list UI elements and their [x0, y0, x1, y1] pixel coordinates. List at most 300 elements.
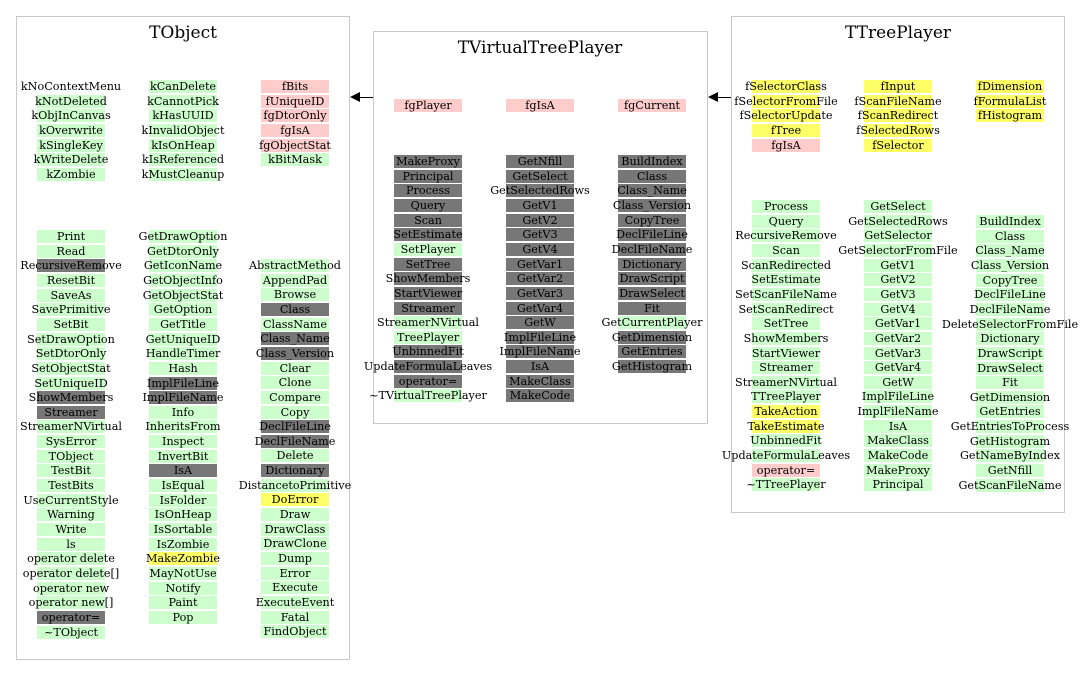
member-label: GetNameByIndex	[960, 449, 1060, 463]
member-label: InvertBit	[157, 449, 209, 463]
member-label: GetSelector	[864, 229, 932, 243]
member-label: MayNotUse	[149, 566, 217, 580]
member-dictionary	[582, 258, 722, 271]
member-label: HandleTimer	[145, 347, 221, 361]
member-label: fDimension	[977, 80, 1043, 93]
member-label: DrawScript	[977, 346, 1043, 360]
member-fbits	[225, 80, 365, 93]
member-label: fSelectorUpdate	[739, 109, 833, 123]
member-drawclone	[225, 537, 365, 550]
member-getdimension	[940, 391, 1080, 404]
member-label: GetOption	[153, 303, 213, 317]
member-label: GetEntries	[621, 345, 683, 359]
member-class-name	[940, 244, 1080, 257]
member-fgisa	[225, 124, 365, 137]
member-label: MakeCode	[509, 389, 571, 403]
member-label: ImplFileLine	[503, 330, 577, 344]
member-label: GetIconName	[143, 259, 223, 273]
member-delete	[225, 449, 365, 462]
member-label: GetV2	[522, 213, 558, 227]
member-label: GetSelectedRows	[848, 214, 948, 228]
member-kmustcleanup	[113, 168, 253, 181]
member-label: SetDtorOnly	[35, 347, 107, 361]
member-label: GetCurrentPlayer	[601, 316, 703, 330]
member-dictionary	[225, 464, 365, 477]
member-label: DeclFileName	[254, 434, 336, 448]
member-label: DoError	[271, 493, 319, 507]
member-label: Class_Version	[970, 258, 1050, 272]
member-label: fBits	[281, 80, 309, 93]
member-label: GetSelectedRows	[490, 184, 590, 198]
member-label: DeclFileName	[969, 302, 1051, 316]
member-label: Notify	[165, 581, 201, 595]
member-buildindex	[940, 215, 1080, 228]
member-label: GetNfill	[517, 155, 563, 168]
member-label: GetW	[882, 375, 914, 389]
member-label: fgIsA	[771, 138, 801, 152]
member-label: ShowMembers	[743, 331, 829, 345]
member-declfileline	[582, 228, 722, 241]
member-label: fgIsA	[525, 99, 555, 112]
member-class-name	[225, 332, 365, 345]
member-label: ScanRedirected	[740, 258, 832, 272]
member-label: TestBits	[48, 479, 94, 493]
member-label: GetV4	[522, 242, 558, 256]
member-gethistogram	[940, 435, 1080, 448]
member-label: UpdateFormulaLeaves	[363, 360, 493, 374]
member-label: DistancetoPrimitive	[238, 478, 352, 492]
member-label: GetObjectInfo	[143, 273, 223, 287]
member-label: StreamerNVirtual	[20, 420, 122, 434]
member-label: Fatal	[280, 610, 310, 624]
member-label: fgIsA	[280, 123, 310, 137]
member-copytree	[582, 214, 722, 227]
member-label: Query	[410, 198, 446, 212]
member-label: SavePrimitive	[31, 303, 111, 317]
member-label: GetV1	[880, 258, 916, 272]
member-label: ImplFileLine	[861, 390, 935, 404]
member-label: fSelectorFromFile	[734, 94, 838, 108]
member-label: Process	[406, 184, 450, 198]
member-label: Compare	[269, 390, 321, 404]
member-label: SysError	[45, 435, 97, 449]
member-label: kIsOnHeap	[151, 138, 215, 152]
member-fgdtoronly	[225, 109, 365, 122]
member-label: Streamer	[401, 301, 455, 315]
member-declfileline	[225, 420, 365, 433]
member-label: SetTree	[763, 317, 809, 331]
member-label: kObjInCanvas	[31, 109, 111, 123]
member-label: GetV4	[880, 302, 916, 316]
member-label: operator=	[41, 610, 101, 624]
member-findobject	[225, 625, 365, 638]
member-drawscript	[940, 347, 1080, 360]
member-label: GetVar1	[874, 317, 922, 331]
member-drawselect	[940, 362, 1080, 375]
member-label: GetHistogram	[611, 360, 693, 374]
member-fselector	[828, 139, 968, 152]
member-executeevent	[225, 596, 365, 609]
member-label: MakeProxy	[396, 155, 460, 168]
member-label: Warning	[47, 508, 95, 522]
member-draw	[225, 508, 365, 521]
member-browse	[225, 288, 365, 301]
member-label: SetObjectStat	[31, 361, 111, 375]
member-fdimension	[940, 80, 1080, 93]
panel-title-tobject: TObject	[149, 23, 217, 43]
member-label: operator delete	[27, 552, 115, 566]
member-label: IsA	[888, 419, 908, 433]
member-label: MakeClass	[867, 434, 929, 448]
member-label: fUniqueID	[265, 94, 325, 108]
member-label: GetTitle	[160, 317, 206, 331]
member-label: kOverwrite	[39, 123, 103, 137]
member-label: Streamer	[759, 361, 813, 375]
member-label: GetVar4	[874, 361, 922, 375]
member-label: MakeZombie	[145, 552, 220, 566]
member-class-version	[225, 347, 365, 360]
member-label: BuildIndex	[621, 155, 683, 168]
member-label: GetSelect	[512, 169, 568, 183]
member-label: MakeCode	[867, 449, 929, 463]
member-label: kBitMask	[268, 153, 322, 167]
member-label: ImplFileName	[499, 345, 581, 359]
member-label: Streamer	[44, 405, 98, 419]
member-label: DeclFileLine	[616, 228, 688, 242]
member-label: DeclFileLine	[259, 420, 331, 434]
member-label: Class	[994, 229, 1026, 243]
member-label: operator new[]	[28, 596, 114, 610]
member-drawclass	[225, 523, 365, 536]
member-label: Draw	[279, 508, 311, 522]
member-label: MakeClass	[509, 374, 571, 388]
member-class	[940, 230, 1080, 243]
member-label: kZombie	[46, 167, 96, 181]
member-label: Process	[764, 200, 808, 213]
member-label: UpdateFormulaLeaves	[721, 449, 851, 463]
member--tobject	[1, 626, 141, 639]
member-label: operator delete[]	[22, 566, 120, 580]
member-label: TestBit	[51, 464, 91, 478]
member-label: ImplFileName	[857, 405, 939, 419]
member-label: UnbinnedFit	[392, 345, 464, 359]
member-label: fHistogram	[977, 109, 1043, 123]
member-label: Dictionary	[980, 332, 1040, 346]
member-label: Fit	[1002, 376, 1018, 390]
member-getentriestoprocess	[940, 420, 1080, 433]
member-label: fgCurrent	[623, 99, 681, 112]
member-label: Scan	[414, 213, 442, 227]
member-label: SetDrawOption	[27, 332, 115, 346]
member-label: IsZombie	[156, 537, 210, 551]
member-label: ImplFileName	[142, 391, 224, 405]
member-label: Class_Version	[612, 198, 692, 212]
member-label: fSelectedRows	[856, 123, 940, 137]
member-label: fgPlayer	[404, 99, 452, 112]
member-label: Browse	[273, 288, 317, 302]
member-fgobjectstat	[225, 139, 365, 152]
member-abstractmethod	[225, 259, 365, 272]
member-label: SetScanRedirect	[738, 302, 834, 316]
member-class-version	[582, 199, 722, 212]
member-label: operator new	[32, 581, 110, 595]
member-label: fgObjectStat	[259, 138, 331, 152]
member-label: Read	[56, 244, 86, 258]
member-label: CopyTree	[624, 213, 680, 227]
member-label: SetPlayer	[400, 242, 456, 256]
member-fgcurrent	[582, 99, 722, 112]
member-copy	[225, 406, 365, 419]
member-label: StreamerNVirtual	[377, 316, 479, 330]
member-label: ls	[66, 537, 76, 551]
member-label: ~TVirtualTreePlayer	[369, 389, 487, 403]
member-label: fFormulaList	[973, 94, 1047, 108]
member-label: Paint	[168, 596, 198, 610]
member-execute	[225, 581, 365, 594]
member-label: ShowMembers	[28, 391, 114, 405]
member-label: ResetBit	[46, 273, 96, 287]
member-label: IsEqual	[161, 479, 205, 493]
member-makecode	[470, 389, 610, 402]
member-label: GetV2	[880, 273, 916, 287]
member-label: kNoContextMenu	[20, 80, 122, 93]
member-label: GetEntriesToProcess	[950, 420, 1070, 434]
member-label: Principal	[402, 169, 454, 183]
member-label: RecursiveRemove	[20, 259, 122, 273]
member-label: SetUniqueID	[34, 376, 108, 390]
member-label: IsSortable	[153, 523, 213, 536]
member-label: TakeAction	[754, 405, 818, 419]
member-label: IsFolder	[159, 493, 207, 507]
member-label: GetVar3	[516, 286, 564, 300]
member-label: kHasUUID	[152, 109, 214, 123]
member-fatal	[225, 611, 365, 624]
member-label: Pop	[172, 610, 194, 624]
member-label: DrawSelect	[977, 361, 1043, 375]
member-label: FindObject	[263, 625, 327, 639]
member-label: DrawClass	[264, 522, 326, 536]
member-label: kMustCleanup	[141, 167, 225, 181]
member-getentries	[582, 345, 722, 358]
member-label: TTreePlayer	[751, 390, 821, 404]
member-label: Class_Name	[975, 244, 1045, 258]
member-classname	[225, 318, 365, 331]
member-label: SetEstimate	[393, 228, 463, 242]
member-getentries	[940, 405, 1080, 418]
member-label: SetScanFileName	[735, 287, 837, 301]
member-label: GetSelectorFromFile	[838, 243, 958, 257]
member-label: operator=	[756, 463, 816, 477]
member-label: DrawClone	[263, 537, 327, 551]
member-label: Principal	[872, 478, 924, 492]
member-label: GetDrawOption	[138, 230, 228, 243]
member-label: Class_Version	[255, 346, 335, 360]
member-label: GetW	[524, 316, 556, 330]
member-label: DeclFileLine	[974, 288, 1046, 302]
member-clear	[225, 362, 365, 375]
member-label: CopyTree	[982, 273, 1038, 287]
member-drawscript	[582, 272, 722, 285]
member-dump	[225, 552, 365, 565]
member-label: GetVar2	[874, 331, 922, 345]
member-label: Info	[171, 405, 195, 419]
member-label: kIsReferenced	[142, 153, 224, 167]
member-label: DrawSelect	[619, 286, 685, 300]
member-label: IsA	[530, 360, 550, 374]
member-class-name	[582, 184, 722, 197]
panel-title-ttreeplayer: TTreePlayer	[844, 23, 952, 43]
member-label: DrawScript	[619, 272, 685, 286]
member-label: Delete	[276, 449, 314, 463]
member-label: fScanFileName	[854, 94, 942, 108]
member-label: GetUniqueID	[145, 332, 221, 346]
member-label: fTree	[770, 123, 802, 137]
member-label: GetHistogram	[969, 434, 1051, 448]
member-label: operator=	[398, 374, 458, 388]
member-label: ShowMembers	[385, 272, 471, 286]
member-label: Fit	[644, 301, 660, 315]
member-label: BuildIndex	[979, 215, 1041, 228]
member-label: UnbinnedFit	[750, 434, 822, 448]
panel-title-tvirtualtreeplayer: TVirtualTreePlayer	[457, 38, 623, 58]
member-drawselect	[582, 287, 722, 300]
member-label: GetObjectStat	[142, 288, 224, 302]
member-declfileline	[940, 288, 1080, 301]
member-getnfill	[940, 464, 1080, 477]
member-fit	[582, 302, 722, 315]
member-label: SetEstimate	[751, 273, 821, 287]
member-deleteselectorfromfile	[940, 318, 1080, 331]
member-compare	[225, 391, 365, 404]
member-label: TObject	[48, 449, 94, 463]
member-label: kCannotPick	[147, 94, 219, 108]
member-label: Class	[636, 169, 668, 183]
member-fselectedrows	[828, 124, 968, 137]
member-label: kNotDeleted	[35, 94, 107, 108]
member-label: GetDimension	[611, 330, 693, 344]
member-label: DeleteSelectorFromFile	[941, 317, 1079, 331]
member-appendpad	[225, 274, 365, 287]
member-declfilename	[940, 303, 1080, 316]
member-label: Error	[279, 566, 311, 580]
member-label: TakeEstimate	[747, 419, 825, 433]
member-label: GetVar2	[516, 272, 564, 286]
member-label: kInvalidObject	[141, 123, 225, 137]
member-buildindex	[582, 155, 722, 168]
member-label: GetEntries	[979, 405, 1041, 419]
member-label: GetDimension	[969, 390, 1051, 404]
member-label: Copy	[280, 405, 310, 419]
member-label: ~TObject	[43, 625, 99, 639]
member-label: Dump	[278, 552, 312, 565]
member-label: kWriteDelete	[33, 153, 109, 167]
member-label: GetV1	[522, 198, 558, 212]
member-label: ImplFileLine	[146, 376, 220, 390]
member-getdtoronly	[113, 245, 253, 258]
member-class	[225, 303, 365, 316]
member-distancetoprimitive	[225, 479, 365, 492]
member-error	[225, 567, 365, 580]
member-label: GetVar3	[874, 346, 922, 360]
member-label: fInput	[880, 80, 916, 93]
member-dictionary	[940, 332, 1080, 345]
member-label: IsA	[173, 464, 193, 478]
member-label: GetDtorOnly	[147, 244, 219, 258]
member-label: fSelectorClass	[745, 80, 827, 93]
member-gethistogram	[582, 360, 722, 373]
member-class	[582, 170, 722, 183]
member-label: Class	[279, 302, 311, 316]
member-clone	[225, 376, 365, 389]
member-label: AbstractMethod	[249, 259, 341, 272]
member-label: TreePlayer	[396, 330, 460, 344]
member-label: Clear	[279, 361, 311, 375]
member-label: SaveAs	[50, 288, 92, 302]
member-label: Class_Name	[260, 332, 330, 346]
member-label: UseCurrentStyle	[23, 493, 119, 507]
member-label: GetNfill	[987, 464, 1033, 478]
member-copytree	[940, 274, 1080, 287]
member-getcurrentplayer	[582, 316, 722, 329]
member-label: GetScanFileName	[958, 478, 1062, 492]
member-declfilename	[225, 435, 365, 448]
member-label: Scan	[772, 243, 800, 257]
member-declfilename	[582, 243, 722, 256]
member-label: IsOnHeap	[154, 508, 212, 522]
member-kbitmask	[225, 153, 365, 166]
member-label: AppendPad	[262, 273, 328, 287]
member-label: DeclFileName	[611, 242, 693, 256]
member-label: RecursiveRemove	[735, 229, 837, 243]
member-label: fgDtorOnly	[263, 109, 327, 123]
member-label: kSingleKey	[39, 138, 103, 152]
member-label: kCanDelete	[149, 80, 217, 93]
member-label: ~TTreePlayer	[746, 478, 826, 492]
member-label: Dictionary	[265, 464, 325, 478]
member-class-version	[940, 259, 1080, 272]
member-label: InheritsFrom	[145, 420, 221, 434]
member-getselect	[828, 200, 968, 213]
member-label: Inspect	[162, 435, 204, 449]
member-label: MakeProxy	[866, 463, 930, 477]
member-getnamebyindex	[940, 449, 1080, 462]
member-label: StreamerNVirtual	[735, 375, 837, 389]
member-label: Write	[55, 523, 87, 536]
member-makeclass	[470, 375, 610, 388]
member-label: GetVar4	[516, 301, 564, 315]
member-label: Hash	[168, 361, 198, 375]
member-label: fSelector	[872, 138, 924, 152]
member-fhistogram	[940, 109, 1080, 122]
member-label: SetBit	[53, 317, 89, 331]
member-label: SetTree	[405, 257, 451, 271]
member-fformulalist	[940, 95, 1080, 108]
member-label: Query	[768, 214, 804, 228]
member-doerror	[225, 493, 365, 506]
member-label: Clone	[278, 376, 312, 390]
member-getdrawoption	[113, 230, 253, 243]
member-label: StartViewer	[393, 286, 463, 300]
member-label: StartViewer	[751, 346, 821, 360]
member-label: Class_Name	[617, 184, 687, 198]
member-label: Dictionary	[622, 257, 682, 271]
member-label: ExecuteEvent	[255, 595, 335, 609]
member-getdimension	[582, 331, 722, 344]
member-label: ClassName	[263, 317, 327, 331]
member-label: GetV3	[880, 287, 916, 301]
member-label: Print	[56, 230, 86, 243]
member-funiqueid	[225, 95, 365, 108]
